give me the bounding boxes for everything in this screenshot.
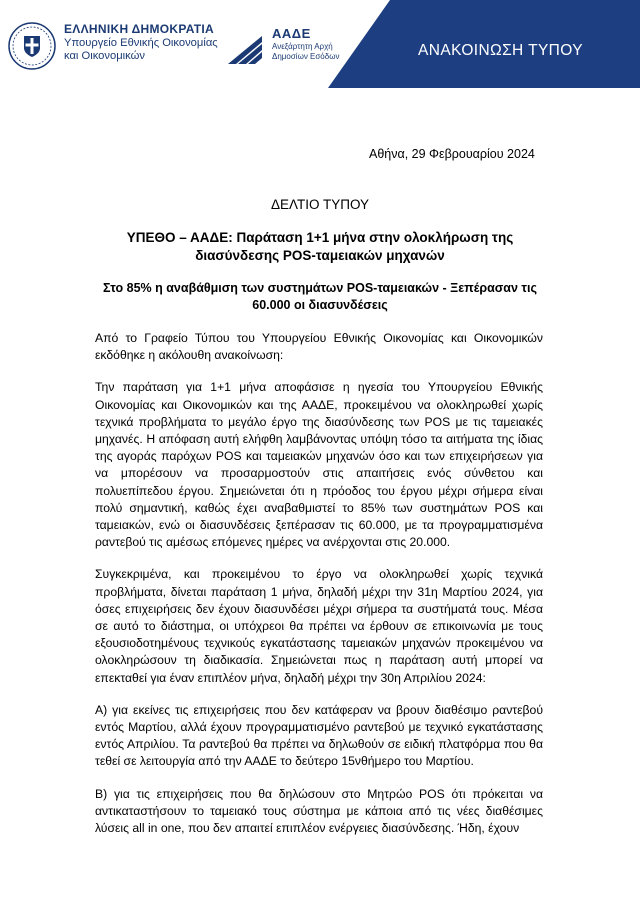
aade-name: ΑΑΔΕ (272, 26, 311, 41)
greek-emblem-icon (7, 21, 57, 71)
ministry-name (64, 37, 218, 63)
body-paragraph: Συγκεκριμένα, και προκειμένου το έργο να ολοκληρωθεί χωρίς τεχνικά προβλήματα, δίνεται παράταση 1 μήνα, δηλαδή μέχρι την 31η Μαρτίου 2024, για όσες επιχειρήσεις δεν έχουν διασυνδέσει μέχρι σήμερα τα συστήματά τους. Μέσα σε αυτό το διάστημα, οι υπόχρεοι θα πρέπει να έρθουν σε επικοινωνία με τους εξουσιοδοτημένους τεχνικούς εγκατάστασης ταμειακών μηχανών προκειμένου να ολοκληρώσουν τη διαδικασία. Σημειώνεται πως η παράταση αυτή μπορεί να επεκταθεί για έναν επιπλέον μήνα, δηλαδή μέχρι την 30η Απριλίου 2024: (95, 567, 543, 685)
banner-title: ΑΝΑΚΟΙΝΩΣΗ ΤΥΠΟΥ (418, 42, 583, 59)
headline: ΥΠΕΘΟ – ΑΑΔΕ: Παράταση 1+1 μήνα στην ολοκλήρωση της διασύνδεσης POS-ταμειακών μηχανών (126, 230, 514, 263)
aade-logo-icon (226, 28, 264, 66)
body-paragraph: Β) για τις επιχειρήσεις που θα δηλώσουν στο Μητρώο POS ότι πρόκειται να αντικαταστήσουν το ταμειακό τους σύστημα με κάποια από τις νέες διαθέσιμες λύσεις all in one, που δεν απαιτεί επιπλέον ενέργειες διασύνδεσης. Ήδη, έχουν (95, 786, 543, 836)
ministry-line-1: Υπουργείο Εθνικής Οικονομίας (64, 37, 218, 49)
aade-full-line-1: Ανεξάρτητη Αρχή (272, 42, 333, 51)
subheadline: Στο 85% η αναβάθμιση των συστημάτων POS-ταμειακών - Ξεπέρασαν τις 60.000 οι διασυνδέσεις (103, 281, 537, 312)
page-header (0, 0, 640, 88)
document-body (95, 330, 543, 852)
body-paragraph: Την παράταση για 1+1 μήνα αποφάσισε η ηγεσία του Υπουργείου Εθνικής Οικονομίας και Οικονομικών και της ΑΑΔΕ, προκειμένου να ολοκληρωθεί χωρίς τεχνικά προβλήματα το μεγάλο έργο της διασύνδεσης των POS με τις ταμειακές μηχανές. Η απόφαση αυτή ελήφθη λαμβάνοντας υπόψη τόσο τα αιτήματα της ίδιας της αγοράς παρόχων POS και ταμειακών μηχανών όσο και των επιχειρήσεων για να μπορέσουν να προσαρμοστούν στις απαιτήσεις ενός σύνθετου και πολυεπίπεδου έργου. Σημειώνεται ότι η πρόοδος του έργου μέχρι σήμερα είναι πολύ σημαντική, καθώς έχει αναβαθμιστεί το 85% των συστημάτων POS και ταμειακών, ενώ οι διασυνδέσεις ξεπέρασαν τις 60.000, με τα προγραμματισμένα ραντεβού τις αμέσως επόμενες ημέρες να ανέρχονται στις 20.000. (95, 380, 543, 550)
body-paragraph: Α) για εκείνες τις επιχειρήσεις που δεν κατάφεραν να βρουν διαθέσιμο ραντεβού εντός Μαρτίου, αλλά έχουν προγραμματισμένο ραντεβού με τεχνικό εγκατάστασης εντός Απριλίου. Τα ραντεβού θα πρέπει να δηλωθούν σε ειδική πλατφόρμα που θα τεθεί σε λειτουργία από την ΑΑΔΕ το δεύτερο 15νθήμερο του Μαρτίου. (95, 702, 543, 769)
aade-full-line-2: Δημοσίων Εσόδων (272, 52, 340, 61)
document-date: Αθήνα, 29 Φεβρουαρίου 2024 (369, 147, 535, 161)
body-paragraph: Από το Γραφείο Τύπου του Υπουργείου Εθνικής Οικονομίας και Οικονομικών εκδόθηκε η ακόλουθη ανακοίνωση: (95, 331, 543, 363)
ministry-line-2: και Οικονομικών (64, 50, 145, 62)
document-type: ΔΕΛΤΙΟ ΤΥΠΟΥ (270, 197, 370, 212)
government-title: ΕΛΛΗΝΙΚΗ ΔΗΜΟΚΡΑΤΙΑ (64, 22, 214, 36)
